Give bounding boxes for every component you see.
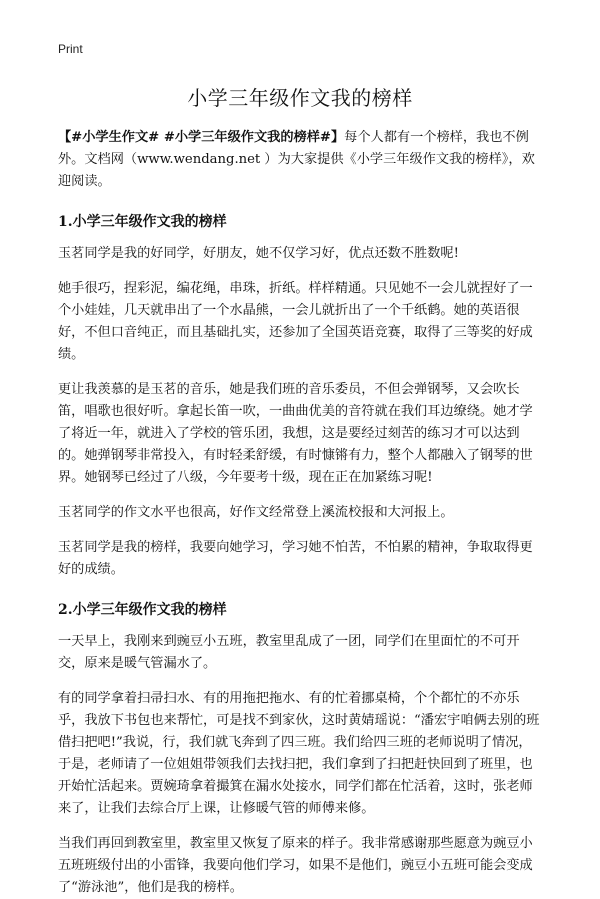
section-1-paragraph: 玉茗同学的作文水平也很高，好作文经常登上溪流校报和大河报上。 — [58, 505, 454, 520]
section-heading-1: 1.小学三年级作文我的榜样 — [58, 214, 227, 230]
intro-tags: 【#小学生作文# #小学三年级作文我的榜样#】 — [58, 130, 345, 145]
section-1-paragraph: 更让我羡慕的是玉茗的音乐，她是我们班的音乐委员，不但会弹钢琴，又会吹长笛，唱歌也很好听。拿起长笛一吹，一曲曲优美的音符就在我们耳边缭绕。她才学了将近一年，就进入了学校的管乐团，我想，这是要经过刻苦的练习才可以达到的。她弹钢琴非常投入，有时轻柔舒缓，有时慷锵有力，整个人都融入了钢琴的世界。她钢琴已经过了八级，今年要考十级，现在正在加紧练习呢! — [58, 382, 533, 485]
section-1-paragraph: 她手很巧，捏彩泥，编花绳，串珠，折纸。样样精通。只见她不一会儿就捏好了一个小娃娃，几天就串出了一个水晶熊，一会儿就折出了一个千纸鹤。她的英语很好，不但口音纯正，而且基础扎实，还参加了全国英语竞赛，取得了三等奖的好成绩。 — [58, 281, 533, 362]
section-1-paragraph: 玉茗同学是我的榜样，我要向她学习，学习她不怕苦，不怕累的精神，争取取得更好的成绩。 — [58, 540, 533, 577]
intro-paragraph — [58, 127, 542, 193]
section-2-paragraph: 当我们再回到教室里，教室里又恢复了原来的样子。我非常感谢那些愿意为豌豆小五班班级付出的小雷锋，我要向他们学习，如果不是他们，豌豆小五班可能会变成了“游泳池”，他们是我的榜样。 — [58, 836, 533, 895]
print-link[interactable]: Print — [58, 42, 83, 56]
section-1-paragraph: 玉茗同学是我的好同学，好朋友，她不仅学习好，优点还数不胜数呢! — [58, 246, 459, 261]
section-2-paragraph: 有的同学拿着扫帚扫水、有的用拖把拖水、有的忙着挪桌椅，个个都忙的不亦乐乎，我放下书包也来帮忙，可是找不到家伙，这时黄婧瑶说：“潘宏宇咱俩去别的班借扫把吧!”我说，行，我们就飞奔到了四三班。我们给四三班的老师说明了情况，于是，老师请了一位姐姐带领我们去找扫把，我们拿到了扫把赶快回到了班里，也开始忙活起来。贾婉琦拿着撮箕在漏水处接水，同学们都在忙活着，这时，张老师来了，让我们去综合厅上课，让修暖气管的师傅来修。 — [58, 691, 540, 816]
section-heading-2: 2.小学三年级作文我的榜样 — [58, 602, 227, 618]
section-2-paragraph: 一天早上，我刚来到豌豆小五班，教室里乱成了一团，同学们在里面忙的不可开交，原来是暖气管漏水了。 — [58, 634, 520, 671]
intro-text: 每个人都有一个榜样，我也不例外。文档网（www.wendang.net ）为大家提供《小学三年级作文我的榜样》，欢迎阅读。 — [58, 130, 535, 189]
page-title: 小学三年级作文我的榜样 — [187, 86, 413, 110]
